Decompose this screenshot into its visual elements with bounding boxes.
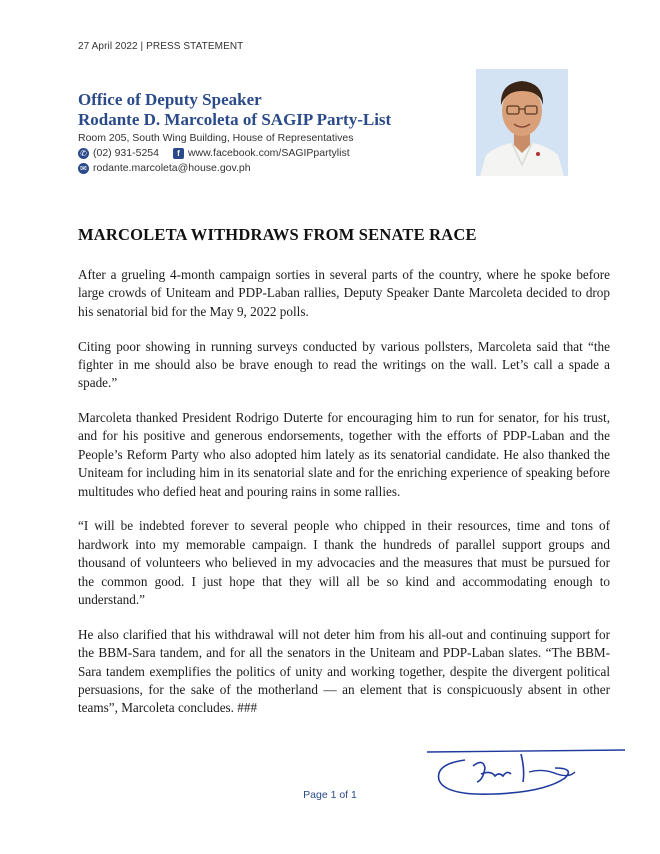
portrait-photo (476, 69, 568, 176)
office-address: Room 205, South Wing Building, House of Representatives (78, 132, 354, 144)
office-title: Office of Deputy Speaker (78, 90, 262, 109)
email-icon: ✉ (78, 163, 89, 174)
letterhead-office (78, 90, 391, 130)
headline: MARCOLETA WITHDRAWS FROM SENATE RACE (78, 225, 477, 244)
facebook-link[interactable]: www.facebook.com/SAGIPpartylist (187, 147, 350, 159)
paragraph: After a grueling 4-month campaign sorties in several parts of the country, where he spoke before large crowds of Uniteam and PDP-Laban rallies, Deputy Speaker Dante Marcoleta decided to drop his senatorial bid for the May 9, 2022 polls. (78, 267, 610, 319)
letterhead-contact (78, 131, 354, 176)
dateline: 27 April 2022 | PRESS STATEMENT (78, 41, 244, 52)
press-statement-body (78, 266, 610, 734)
facebook-icon: f (173, 148, 184, 159)
page-number: Page 1 of 1 (303, 789, 357, 801)
phone-icon: ✆ (78, 148, 89, 159)
paragraph: He also clarified that his withdrawal will not deter him from his all-out and continuing support for the BBM-Sara tandem, and for all the senators in the Uniteam and PDP-Laban slates. “The BBM-Sara tandem exemplifies the politics of unity and working together, despite the divergent political persuasions, for the sake of the motherland — an element that is conspicuously absent in other teams”, Marcoleta concludes. ### (78, 626, 610, 716)
contact-row-phone-fb (78, 146, 354, 161)
paragraph: “I will be indebted forever to several people who chipped in their resources, time and tons of hardwork into my memorable campaign. I thank the hundreds of parallel support groups and thousand of volunteers who believed in my advocacies and the measures that must be pursued for the common good. I just hope that they will all be so kind and accommodating enough to understand.” (78, 518, 610, 607)
paragraph: Citing poor showing in running surveys conducted by various pollsters, Marcoleta said that “the fighter in me should also be brave enough to read the writings on the wall. Let’s call a spade a spade.” (78, 338, 610, 391)
contact-row-email (78, 161, 354, 176)
office-name: Rodante D. Marcoleta of SAGIP Party-List (78, 110, 392, 129)
phone-number: (02) 931-5254 (93, 147, 159, 159)
email-link[interactable]: rodante.marcoleta@house.gov.ph (93, 162, 251, 174)
paragraph: Marcoleta thanked President Rodrigo Duterte for encouraging him to run for senator, for his trust, and for his positive and generous endorsements, together with the efforts of PDP-Laban and the People’s Reform Party who also adopted him lately as its senatorial candidate. He also thanked the Uniteam for including him in its senatorial slate and for the enriching experience of speaking before multitudes who defied heat and pouring rains in some rallies. (78, 410, 610, 499)
